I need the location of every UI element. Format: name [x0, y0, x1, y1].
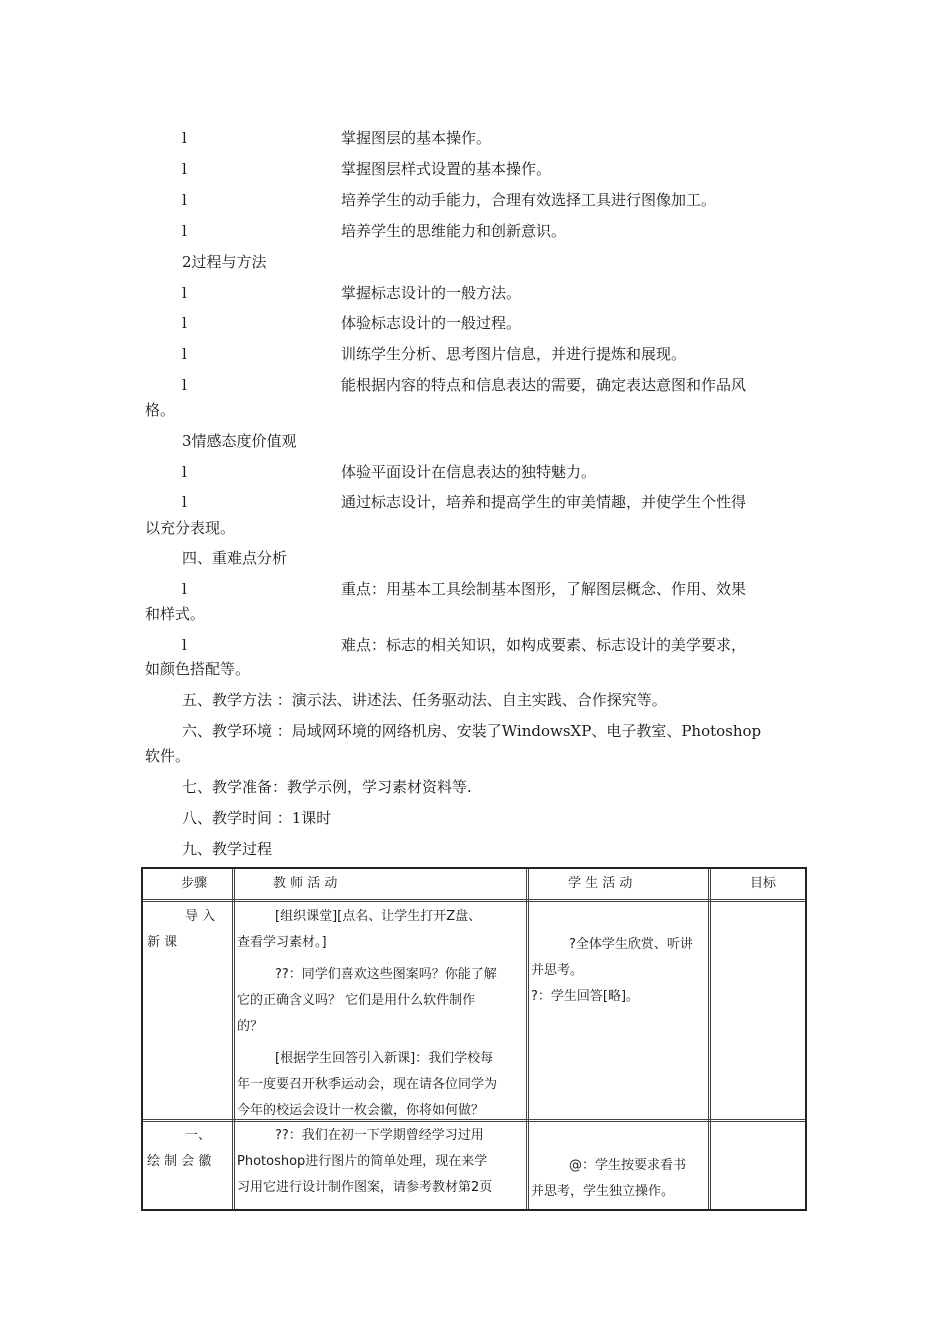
student-line: ?：学生回答[略]。	[531, 989, 640, 1004]
key-point-continued: 如颜色搭配等。	[145, 660, 251, 678]
key-point-item: 重点：用基本工具绘制基本图形，了解图层概念、作用、效果	[341, 580, 747, 598]
objective-item: 体验标志设计的一般过程。	[341, 314, 522, 332]
step-line: 一、	[185, 1128, 212, 1143]
teaching-environment: 六、教学环境 ：局域网环境的网络机房、安装了WindowsXP、电子教室、Photoshop	[182, 722, 762, 740]
teacher-activity-cell	[237, 1123, 525, 1201]
teacher-line: [根据学生回答引入新课]：我们学校每	[275, 1051, 494, 1066]
teacher-activity-cell	[237, 904, 525, 1124]
teaching-environment-continued: 软件。	[145, 747, 191, 765]
teacher-line: ??：我们在初一下学期曾经学习过用	[275, 1128, 484, 1143]
objective-item: 掌握标志设计的一般方法。	[341, 284, 522, 302]
bullet-marker: l	[182, 493, 187, 511]
bullet-marker: l	[182, 463, 187, 481]
objective-item-continued: 格。	[145, 401, 176, 419]
student-line: 并思考。	[531, 963, 584, 978]
objective-item: 体验平面设计在信息表达的独特魅力。	[341, 463, 597, 481]
section-heading: 2过程与方法	[182, 253, 267, 271]
lesson-process-table	[141, 867, 807, 1211]
header-step: 步骤	[181, 876, 208, 891]
student-line: @：学生按要求看书	[569, 1158, 687, 1173]
bullet-marker: l	[182, 191, 187, 209]
header-goal: 目标	[750, 876, 777, 891]
teaching-methods: 五、教学方法 ：演示法、讲述法、任务驱动法、自主实践、合作探究等。	[182, 691, 667, 709]
teacher-line: 习用它进行设计制作图案，请参考教材第2页	[237, 1180, 493, 1195]
teacher-line: 的？	[237, 1019, 264, 1034]
step-line: 绘 制 会 徽	[147, 1154, 212, 1169]
row-divider	[143, 899, 805, 902]
teacher-line: [组织课堂][点名、让学生打开Z盘、	[275, 909, 482, 924]
objective-item: 掌握图层样式设置的基本操作。	[341, 160, 552, 178]
student-activity-cell	[531, 932, 707, 1010]
teacher-line: Photoshop进行图片的简单处理，现在来学	[237, 1154, 488, 1169]
teacher-line: 今年的校运会设计一枚会徽，你将如何做？	[237, 1103, 485, 1118]
teaching-process-heading: 九、教学过程	[182, 840, 273, 858]
bullet-marker: l	[182, 376, 187, 394]
objective-item: 掌握图层的基本操作。	[341, 129, 492, 147]
section-heading: 四、重难点分析	[182, 549, 288, 567]
header-student-activity: 学 生 活 动	[568, 876, 633, 891]
teacher-line: 查看学习素材。]	[237, 935, 327, 950]
objective-item-continued: 以充分表现。	[145, 519, 236, 537]
key-point-continued: 和样式。	[145, 605, 206, 623]
teacher-line: 年一度要召开秋季运动会，现在请各位同学为	[237, 1077, 498, 1092]
column-divider	[232, 869, 235, 1209]
objective-item: 通过标志设计，培养和提高学生的审美情趣，并使学生个性得	[341, 493, 747, 511]
bullet-marker: l	[182, 580, 187, 598]
bullet-marker: l	[182, 160, 187, 178]
key-point-item: 难点：标志的相关知识，如构成要素、标志设计的美学要求，	[341, 636, 747, 654]
objective-item: 训练学生分析、思考图片信息，并进行提炼和展现。	[341, 345, 687, 363]
step-line: 新 课	[147, 935, 178, 950]
student-activity-cell	[531, 1153, 707, 1205]
teaching-time: 八、教学时间 ：1课时	[182, 809, 332, 827]
step-cell	[147, 904, 229, 956]
step-cell	[147, 1123, 229, 1175]
objective-item: 培养学生的动手能力，合理有效选择工具进行图像加工。	[341, 191, 717, 209]
teacher-line: 它的正确含义吗？ 它们是用什么软件制作	[237, 993, 476, 1008]
column-divider	[526, 869, 529, 1209]
student-line: 并思考，学生独立操作。	[531, 1184, 675, 1199]
section-heading: 3情感态度价值观	[182, 432, 297, 450]
objective-item: 培养学生的思维能力和创新意识。	[341, 222, 567, 240]
column-divider	[708, 869, 711, 1209]
bullet-marker: l	[182, 129, 187, 147]
bullet-marker: l	[182, 222, 187, 240]
student-line: ?全体学生欣赏、听讲	[569, 937, 693, 952]
objective-item: 能根据内容的特点和信息表达的需要，确定表达意图和作品风	[341, 376, 747, 394]
teacher-line: ??：同学们喜欢这些图案吗？你能了解	[275, 967, 497, 982]
step-line: 导 入	[185, 909, 216, 924]
bullet-marker: l	[182, 314, 187, 332]
bullet-marker: l	[182, 345, 187, 363]
bullet-marker: l	[182, 636, 187, 654]
header-teacher-activity: 教 师 活 动	[273, 876, 338, 891]
teaching-preparation: 七、教学准备：教学示例，学习素材资料等.	[182, 778, 472, 796]
bullet-marker: l	[182, 284, 187, 302]
